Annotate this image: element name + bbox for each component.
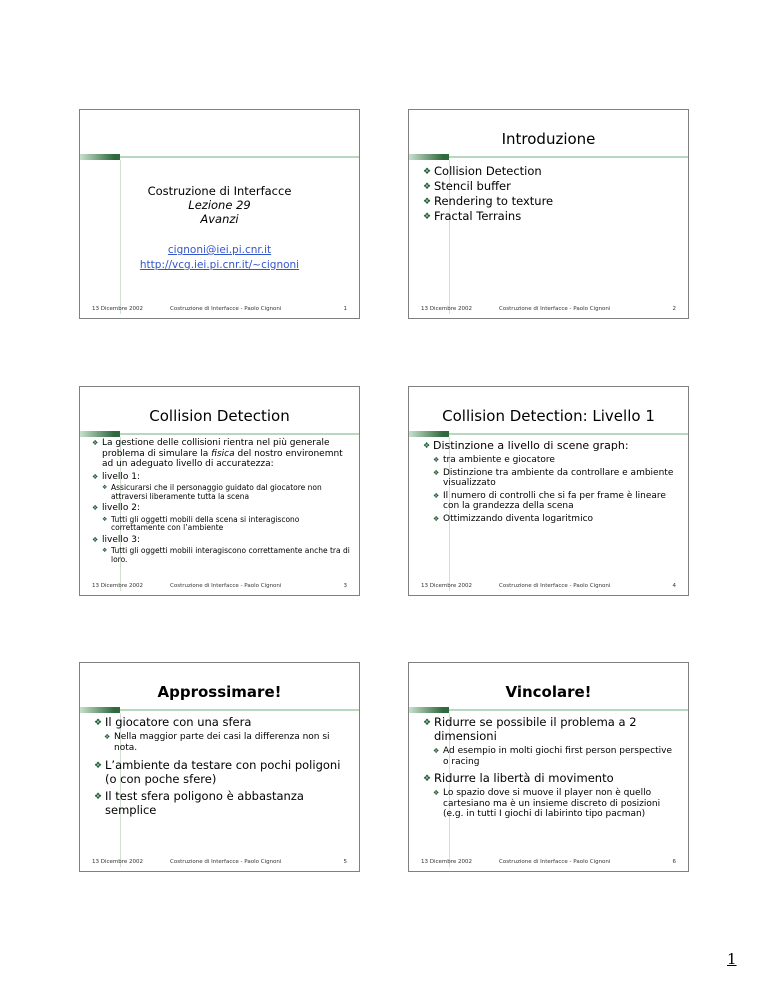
slide-footer (80, 302, 359, 312)
bullet-item: ❖ Ridurre la libertà di movimento (423, 771, 678, 785)
sub-bullet-item: ❖ Nella maggior parte dei casi la differenza non si nota. (104, 732, 349, 753)
slide-footer (409, 855, 688, 865)
footer-course: Costruzione di Interfacce - Paolo Cignoni (499, 859, 611, 865)
bullet-item: ❖ Collision Detection (423, 164, 678, 178)
slide-title: Vincolare! (505, 683, 592, 701)
intro-text: La gestione delle collisioni rientra nel più generale problema di simulare la (102, 438, 330, 459)
slide-number: 3 (343, 583, 347, 589)
bullet-item: ❖ Distinzione a livello di scene graph: (423, 439, 678, 452)
bullet-item (92, 438, 350, 470)
bullet-item: ❖ Stencil buffer (423, 179, 678, 193)
slide-number: 4 (672, 583, 676, 589)
bullet-item: ❖ L’ambiente da testare con pochi poligoni (o con poche sfere) (94, 758, 349, 786)
bullet-item: ❖ Rendering to texture (423, 194, 678, 208)
slide-footer (80, 579, 359, 589)
lesson-topic: Avanzi (200, 212, 239, 226)
slide-number: 5 (343, 859, 347, 865)
slide-title: Collision Detection: Livello 1 (442, 407, 655, 425)
slide-accent-bar (409, 431, 688, 437)
bullet-list (94, 715, 349, 819)
slide-accent-bar (409, 707, 688, 713)
slide-4 (408, 386, 689, 596)
sub-bullet-item: ❖ tra ambiente e giocatore (433, 455, 678, 466)
footer-date: 13 Dicembre 2002 (421, 583, 473, 589)
sub-bullet-item: ❖ Lo spazio dove si muove il player non è quello cartesiano ma è un insieme discreto di posizioni (e.g. in tutti I giochi di labirinto tipo pacman) (433, 788, 678, 820)
footer-course: Costruzione di Interfacce - Paolo Cignoni (170, 583, 282, 589)
slide-3 (79, 386, 360, 596)
footer-date: 13 Dicembre 2002 (92, 859, 144, 865)
bullet-item: ❖ livello 2: (92, 503, 350, 514)
intro-emphasis: fisica (211, 448, 235, 459)
sub-bullet-item: ❖ Ad esempio in molti giochi first person perspective o racing (433, 746, 678, 767)
homepage-link[interactable]: http://vcg.iei.pi.cnr.it/~cignoni (139, 259, 300, 271)
bullet-list (423, 164, 678, 224)
bullet-item: ❖ livello 1: (92, 472, 350, 483)
bullet-list (92, 438, 350, 566)
bullet-list (423, 715, 678, 822)
footer-date: 13 Dicembre 2002 (421, 859, 473, 865)
slide-title: Collision Detection (149, 407, 290, 425)
bullet-item: ❖ livello 3: (92, 535, 350, 546)
slide-footer (409, 579, 688, 589)
slide-footer (409, 302, 688, 312)
slide-number: 2 (672, 306, 676, 312)
footer-date: 13 Dicembre 2002 (92, 583, 144, 589)
slide-accent-bar (80, 154, 359, 160)
sub-bullet-item: ❖ Ottimizzando diventa logaritmico (433, 514, 678, 525)
footer-course: Costruzione di Interfacce - Paolo Cignoni (499, 583, 611, 589)
slide-2 (408, 109, 689, 319)
slide-number: 6 (672, 859, 676, 865)
page-number: 1 (727, 950, 737, 968)
slide-title: Introduzione (501, 130, 596, 148)
footer-course: Costruzione di Interfacce - Paolo Cignoni (170, 306, 282, 312)
bullet-item: ❖ Il giocatore con una sfera (94, 715, 349, 729)
intro-text-end: del nostro environemnt ad un adeguato livello di accuratezza: (102, 448, 343, 469)
bullet-item: ❖ Ridurre se possibile il problema a 2 dimensioni (423, 715, 678, 743)
sub-bullet-item: ❖ Il numero di controlli che si fa per frame è lineare con la grandezza della scena (433, 491, 678, 512)
bullet-item: ❖ Il test sfera poligono è abbastanza semplice (94, 789, 349, 817)
title-block (80, 184, 359, 226)
course-title: Costruzione di Interfacce (147, 184, 292, 198)
slide-5 (79, 662, 360, 872)
sub-bullet-item: ❖ Tutti gli oggetti mobili interagiscono correttamente anche tra di loro. (102, 547, 350, 564)
footer-course: Costruzione di Interfacce - Paolo Cignoni (499, 306, 611, 312)
email-link[interactable]: cignoni@iei.pi.cnr.it (167, 244, 272, 256)
slide-accent-bar (80, 431, 359, 437)
footer-course: Costruzione di Interfacce - Paolo Cignoni (170, 859, 282, 865)
footer-date: 13 Dicembre 2002 (92, 306, 144, 312)
sub-bullet-item: ❖ Assicurarsi che il personaggio guidato dal giocatore non attraversi liberamente tutta la scena (102, 484, 350, 501)
slide-1 (79, 109, 360, 319)
slide-number: 1 (343, 306, 347, 312)
slide-footer (80, 855, 359, 865)
slide-accent-bar (80, 707, 359, 713)
footer-date: 13 Dicembre 2002 (421, 306, 473, 312)
bullet-item: ❖ Fractal Terrains (423, 209, 678, 223)
sub-bullet-item: ❖ Distinzione tra ambiente da controllare e ambiente visualizzato (433, 468, 678, 489)
slide-6 (408, 662, 689, 872)
slide-title: Approssimare! (157, 683, 282, 701)
slide-accent-bar (409, 154, 688, 160)
sub-bullet-item: ❖ Tutti gli oggetti mobili della scena si interagiscono correttamente con l’ambiente (102, 516, 350, 533)
lesson-label: Lezione 29 (188, 198, 251, 212)
bullet-list (423, 439, 678, 526)
